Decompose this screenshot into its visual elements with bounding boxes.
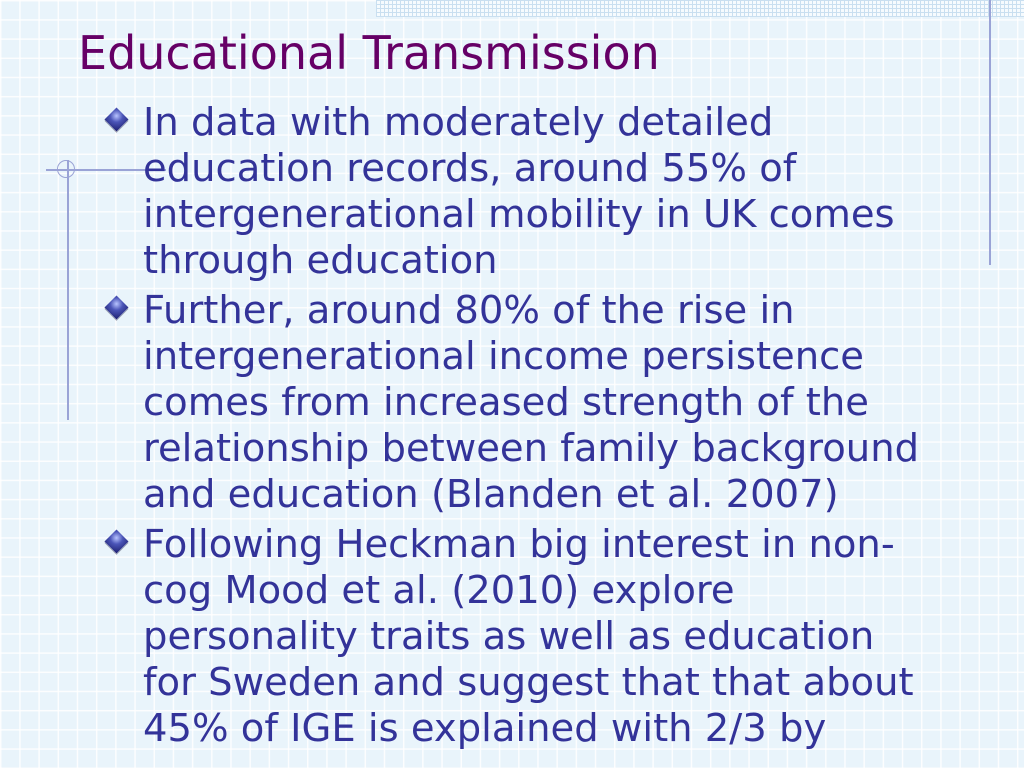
slide-title: Educational Transmission xyxy=(78,26,660,80)
bullet-line: education records, around 55% of xyxy=(143,146,797,191)
bullet-line: intergenerational mobility in UK comes xyxy=(143,192,895,237)
top-decorative-band xyxy=(376,0,1024,17)
bullet-line: through education xyxy=(143,238,498,283)
bullet-list xyxy=(103,100,963,756)
bullet-item xyxy=(103,522,963,752)
bullet-line: for Sweden and suggest that that about xyxy=(143,660,914,705)
bullet-item xyxy=(103,288,963,518)
decorative-vertical-line-right xyxy=(989,0,991,265)
bullet-line: intergenerational income persistence xyxy=(143,334,864,379)
bullet-line: cog Mood et al. (2010) explore xyxy=(143,568,735,613)
decorative-circle xyxy=(57,160,75,178)
bullet-line: relationship between family background xyxy=(143,426,920,471)
diamond-bullet-icon xyxy=(104,295,128,319)
decorative-vertical-line-left xyxy=(67,160,69,420)
bullet-line: In data with moderately detailed xyxy=(143,100,774,145)
bullet-line: personality traits as well as education xyxy=(143,614,875,659)
bullet-line: 45% of IGE is explained with 2/3 by xyxy=(143,706,827,751)
bullet-line: Following Heckman big interest in non- xyxy=(143,522,895,567)
bullet-item xyxy=(103,100,963,284)
diamond-bullet-icon xyxy=(104,107,128,131)
bullet-line: comes from increased strength of the xyxy=(143,380,869,425)
bullet-line: and education (Blanden et al. 2007) xyxy=(143,472,839,517)
bullet-line: Further, around 80% of the rise in xyxy=(143,288,795,333)
diamond-bullet-icon xyxy=(104,529,128,553)
